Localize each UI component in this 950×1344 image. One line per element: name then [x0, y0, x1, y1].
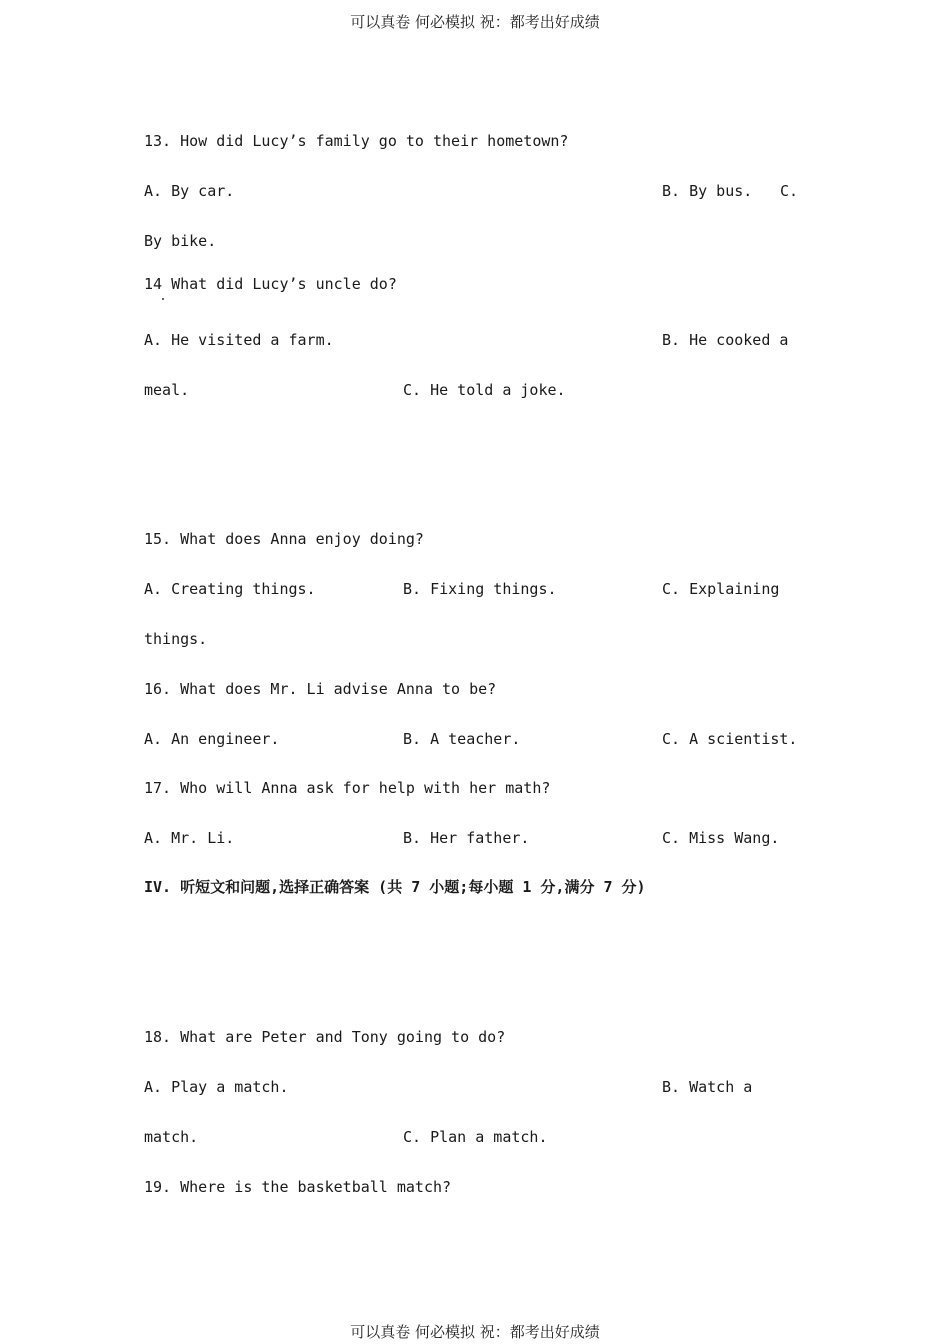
q18-option-b-part2: match.	[144, 1128, 199, 1146]
q18-option-b-part1: B. Watch a	[662, 1078, 753, 1096]
q16-option-b: B. A teacher.	[403, 730, 521, 748]
question-15: 15. What does Anna enjoy doing?	[144, 530, 424, 548]
q17-option-c: C. Miss Wang.	[662, 829, 780, 847]
q18-option-c: C. Plan a match.	[403, 1128, 548, 1146]
page-footer: 可以真卷 何必模拟 祝：都考出好成绩	[350, 1323, 600, 1341]
question-18: 18. What are Peter and Tony going to do?	[144, 1028, 506, 1046]
q15-option-c-part2: things.	[144, 630, 208, 648]
q15-option-a: A. Creating things.	[144, 580, 316, 598]
question-17: 17. Who will Anna ask for help with her math?	[144, 779, 551, 797]
page-header: 可以真卷 何必模拟 祝：都考出好成绩	[350, 13, 600, 31]
q17-option-b: B. Her father.	[403, 829, 530, 847]
stray-dot-mark	[162, 298, 164, 300]
question-16: 16. What does Mr. Li advise Anna to be?	[144, 680, 497, 698]
q16-option-c: C. A scientist.	[662, 730, 798, 748]
q16-option-a: A. An engineer.	[144, 730, 280, 748]
q18-option-a: A. Play a match.	[144, 1078, 289, 1096]
q15-option-b: B. Fixing things.	[403, 580, 557, 598]
q17-option-a: A. Mr. Li.	[144, 829, 235, 847]
q13-option-a: A. By car.	[144, 182, 235, 200]
q14-option-a: A. He visited a farm.	[144, 331, 334, 349]
question-19: 19. Where is the basketball match?	[144, 1178, 452, 1196]
q14-option-b-part2: meal.	[144, 381, 190, 399]
q15-option-c-part1: C. Explaining	[662, 580, 780, 598]
q13-option-c-text: By bike.	[144, 232, 217, 250]
q14-option-b-part1: B. He cooked a	[662, 331, 789, 349]
question-13: 13. How did Lucy’s family go to their hometown?	[144, 132, 569, 150]
q13-option-c-label: C.	[780, 182, 799, 200]
section-4-title: IV. 听短文和问题,选择正确答案 (共 7 小题;每小题 1 分,满分 7 分)	[144, 878, 646, 896]
q13-option-b: B. By bus.	[662, 182, 753, 200]
question-14: 14 What did Lucy’s uncle do?	[144, 275, 397, 293]
q14-option-c: C. He told a joke.	[403, 381, 566, 399]
